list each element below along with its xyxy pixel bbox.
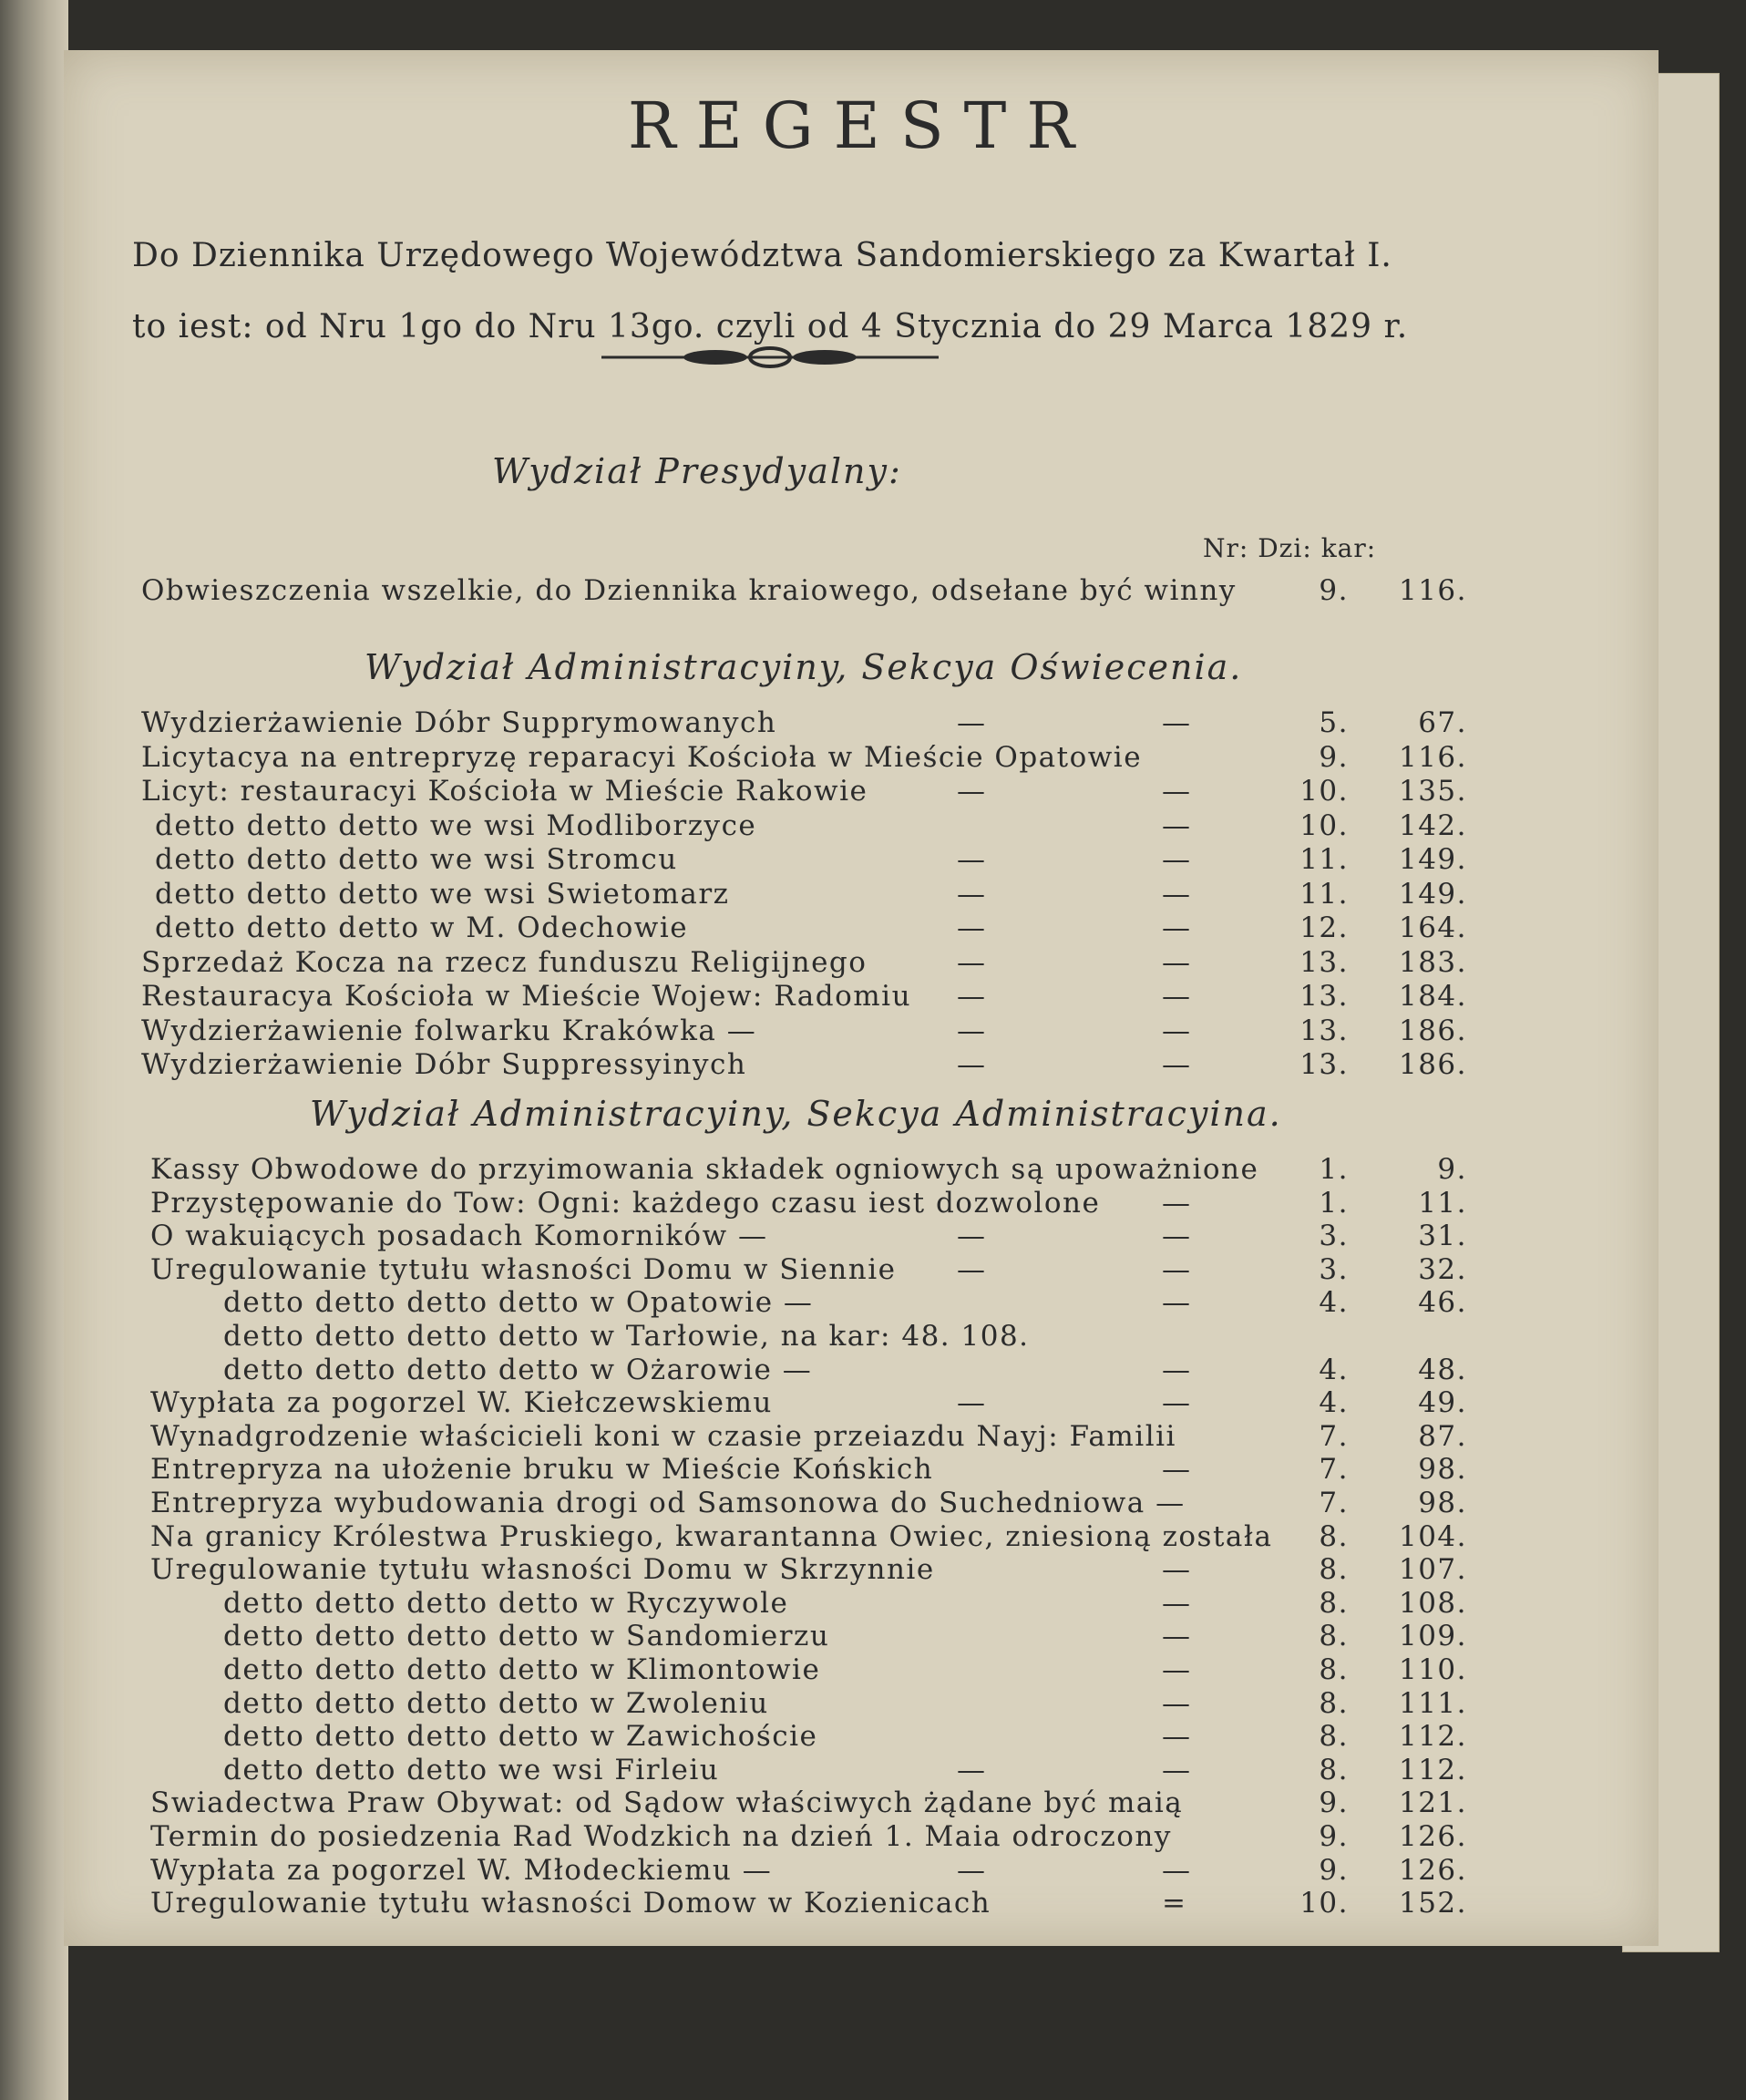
entry-label: Entrepryza wybudowania drogi od Samsonowa do Suchedniowa — — [150, 1487, 1186, 1519]
entry-label: Przystępowanie do Tow: Ogni: każdego czasu iest dozwolone — [150, 1186, 1101, 1220]
register-entry — [64, 911, 1659, 944]
dash-leader: — — [1162, 1048, 1192, 1081]
register-entry — [64, 1048, 1659, 1081]
register-entry — [64, 946, 1659, 979]
entry-page-number: 135. — [1398, 775, 1467, 808]
ornament-divider — [601, 342, 939, 373]
entry-issue-number: 8. — [1319, 1653, 1349, 1686]
entry-page-number: 32. — [1418, 1252, 1467, 1286]
entry-page-number: 111. — [1398, 1686, 1467, 1720]
entry-label: Licytacya na entrepryzę reparacyi Kościoła w Mieście Opatowie — [141, 740, 1143, 774]
entry-issue-number: 7. — [1319, 1487, 1349, 1519]
entry-issue-number: 13. — [1299, 1014, 1349, 1047]
register-entry — [64, 1320, 1659, 1353]
register-entry — [64, 1386, 1659, 1419]
register-entry — [64, 878, 1659, 911]
register-entry — [64, 1187, 1659, 1220]
entry-issue-number: 9. — [1319, 574, 1349, 607]
subtitle-line-2: to iest: od Nru 1go do Nru 13go. czyli od 4 Stycznia do 29 Marca 1829 r. — [132, 308, 1409, 345]
entry-page-number: 126. — [1398, 1820, 1467, 1853]
entry-page-number: 87. — [1418, 1419, 1467, 1453]
entry-label: Kassy Obwodowe do przyimowania składek ogniowych są upoważnione — [150, 1153, 1259, 1186]
book-spine — [0, 0, 68, 2100]
entry-page-number: 31. — [1418, 1220, 1467, 1253]
dash-leader: — — [1162, 1586, 1192, 1620]
dash-leader: — — [1162, 877, 1192, 911]
entry-issue-number: 4. — [1319, 1386, 1349, 1420]
document-page — [64, 50, 1659, 1946]
entry-label: Entrepryza na ułożenie bruku w Mieście Końskich — [150, 1453, 934, 1487]
dash-leader: — — [1162, 1553, 1192, 1587]
register-entry — [64, 1220, 1659, 1252]
dash-leader: — — [1162, 1686, 1192, 1720]
dash-leader: — — [1162, 1453, 1192, 1487]
entry-issue-number: 5. — [1319, 706, 1349, 739]
entry-issue-number: 9. — [1319, 1853, 1349, 1887]
entry-issue-number: 13. — [1299, 1048, 1349, 1081]
section-heading: Wydział Administracyiny, Sekcya Oświecenia. — [365, 647, 1243, 687]
dash-leader: — — [1162, 911, 1192, 944]
entry-issue-number: 8. — [1319, 1620, 1349, 1653]
register-entry — [64, 1687, 1659, 1720]
entry-page-number: 109. — [1398, 1620, 1467, 1653]
dash-leader: — — [1162, 1220, 1192, 1253]
entry-issue-number: 7. — [1319, 1453, 1349, 1487]
dash-leader: — — [1162, 1286, 1192, 1320]
dash-leader: — — [1162, 808, 1192, 842]
register-entry — [64, 1354, 1659, 1386]
entry-label: Wynadgrodzenie właścicieli koni w czasie przeiazdu Nayj: Familii — [150, 1419, 1176, 1453]
entry-label: detto detto detto detto w Klimontowie — [223, 1653, 821, 1686]
entry-label: Obwieszczenia wszelkie, do Dziennika kraiowego, odsełane być winny — [141, 574, 1237, 607]
entry-label: Wypłata za pogorzel W. Kiełczewskiemu — [150, 1386, 773, 1420]
entry-label: detto detto detto we wsi Firleiu — [223, 1753, 720, 1786]
register-entry — [64, 1820, 1659, 1853]
dash-leader: — — [957, 980, 987, 1013]
entry-page-number: 9. — [1437, 1153, 1467, 1186]
entry-label: Termin do posiedzenia Rad Wodzkich na dzień 1. Maia odroczony — [150, 1820, 1172, 1853]
entry-page-number: 98. — [1418, 1453, 1467, 1487]
dash-leader: — — [957, 775, 987, 808]
entry-issue-number: 8. — [1319, 1586, 1349, 1620]
entry-page-number: 46. — [1418, 1286, 1467, 1320]
entry-label: detto detto detto detto w Ryczywole — [223, 1586, 789, 1620]
register-entry — [64, 1887, 1659, 1920]
register-entry — [64, 1487, 1659, 1519]
entry-label: detto detto detto detto w Zawichoście — [223, 1720, 818, 1754]
dash-leader: — — [1162, 1753, 1192, 1786]
dash-leader: — — [957, 1220, 987, 1253]
entry-label: detto detto detto w M. Odechowie — [155, 911, 689, 944]
register-entry — [64, 706, 1659, 739]
column-header: Nr: Dzi: kar: — [1203, 533, 1377, 563]
entry-page-number: 152. — [1398, 1887, 1467, 1920]
entry-issue-number: 8. — [1319, 1753, 1349, 1786]
register-entry — [64, 1014, 1659, 1047]
entry-label: Wydzierżawienie Dóbr Suppressyinych — [141, 1048, 747, 1081]
dash-leader: — — [957, 877, 987, 911]
dash-leader: — — [957, 843, 987, 876]
entry-label: detto detto detto we wsi Swietomarz — [155, 877, 730, 911]
dash-leader: — — [1162, 775, 1192, 808]
entry-page-number: 186. — [1398, 1048, 1467, 1081]
entry-issue-number: 4. — [1319, 1286, 1349, 1320]
entry-page-number: 116. — [1398, 740, 1467, 774]
register-entry — [64, 1253, 1659, 1286]
dash-leader: — — [1162, 1386, 1192, 1420]
register-entry — [64, 1720, 1659, 1753]
entry-page-number: 49. — [1418, 1386, 1467, 1420]
entry-issue-number: 4. — [1319, 1353, 1349, 1386]
entry-issue-number: 10. — [1299, 775, 1349, 808]
document-title: REGESTR — [627, 88, 1095, 163]
register-entry — [64, 1420, 1659, 1453]
entry-label: Uregulowanie tytułu własności Domu w Skrzynnie — [150, 1553, 935, 1587]
entry-label: Wydzierżawienie folwarku Krakówka — — [141, 1014, 757, 1047]
entry-page-number: 112. — [1398, 1720, 1467, 1754]
register-entry — [64, 1587, 1659, 1620]
entry-label: Sprzedaż Kocza na rzecz funduszu Religijnego — [141, 945, 868, 979]
entry-page-number: 183. — [1398, 945, 1467, 979]
dash-leader: — — [957, 945, 987, 979]
entry-page-number: 110. — [1398, 1653, 1467, 1686]
entry-label: Uregulowanie tytułu własności Domu w Siennie — [150, 1252, 897, 1286]
entry-page-number: 67. — [1418, 706, 1467, 739]
dash-leader: — — [957, 1853, 987, 1887]
entry-issue-number: 11. — [1299, 877, 1349, 911]
entry-page-number: 184. — [1398, 980, 1467, 1013]
entry-label: Wypłata za pogorzel W. Młodeckiemu — — [150, 1853, 773, 1887]
dash-leader: — — [1162, 945, 1192, 979]
dash-leader: — — [1162, 1186, 1192, 1220]
dash-leader: — — [1162, 843, 1192, 876]
register-entry — [64, 741, 1659, 774]
dash-leader: — — [1162, 1653, 1192, 1686]
register-entry — [64, 574, 1659, 607]
entry-issue-number: 1. — [1319, 1153, 1349, 1186]
entry-page-number: 104. — [1398, 1519, 1467, 1553]
entry-issue-number: 3. — [1319, 1220, 1349, 1253]
entry-page-number: 116. — [1398, 574, 1467, 607]
entry-label: detto detto detto detto w Sandomierzu — [223, 1620, 830, 1653]
dash-leader: — — [957, 706, 987, 739]
register-entry — [64, 809, 1659, 842]
entry-page-number: 48. — [1418, 1353, 1467, 1386]
entry-label: detto detto detto detto w Tarłowie, na kar: 48. 108. — [223, 1320, 1030, 1353]
entry-issue-number: 8. — [1319, 1686, 1349, 1720]
dash-leader: — — [1162, 1620, 1192, 1653]
dash-leader: — — [957, 1014, 987, 1047]
entry-page-number: 112. — [1398, 1753, 1467, 1786]
register-entry — [64, 1754, 1659, 1786]
entry-page-number: 126. — [1398, 1853, 1467, 1887]
entry-issue-number: 7. — [1319, 1419, 1349, 1453]
register-entry — [64, 775, 1659, 808]
dash-leader: — — [1162, 980, 1192, 1013]
register-entry — [64, 1786, 1659, 1819]
entry-label: detto detto detto detto w Ożarowie — — [223, 1353, 813, 1386]
entry-issue-number: 9. — [1319, 1786, 1349, 1820]
entry-issue-number: 11. — [1299, 843, 1349, 876]
entry-issue-number: 13. — [1299, 945, 1349, 979]
entry-issue-number: 9. — [1319, 740, 1349, 774]
entry-label: Licyt: restauracyi Kościoła w Mieście Rakowie — [141, 775, 868, 808]
register-entry — [64, 843, 1659, 876]
register-entry — [64, 1620, 1659, 1652]
entry-page-number: 107. — [1398, 1553, 1467, 1587]
dash-leader: — — [1162, 706, 1192, 739]
register-entry — [64, 1453, 1659, 1486]
entry-issue-number: 9. — [1319, 1820, 1349, 1853]
register-entry — [64, 1153, 1659, 1186]
entry-page-number: 142. — [1398, 808, 1467, 842]
dash-leader: — — [1162, 1853, 1192, 1887]
entry-issue-number: 8. — [1319, 1553, 1349, 1587]
entry-page-number: 186. — [1398, 1014, 1467, 1047]
entry-label: detto detto detto we wsi Stromcu — [155, 843, 678, 876]
dash-leader: — — [1162, 1014, 1192, 1047]
dash-leader: — — [957, 1252, 987, 1286]
entry-label: Uregulowanie tytułu własności Domow w Kozienicach — [150, 1887, 991, 1920]
section-heading: Wydział Presydyalny: — [492, 451, 902, 491]
entry-page-number: 149. — [1398, 877, 1467, 911]
entry-page-number: 98. — [1418, 1487, 1467, 1519]
entry-issue-number: 13. — [1299, 980, 1349, 1013]
entry-issue-number: 8. — [1319, 1519, 1349, 1553]
entry-page-number: 108. — [1398, 1586, 1467, 1620]
entry-issue-number: 1. — [1319, 1186, 1349, 1220]
entry-label: detto detto detto detto w Opatowie — — [223, 1286, 814, 1320]
dash-leader: — — [957, 911, 987, 944]
entry-page-number: 149. — [1398, 843, 1467, 876]
entry-label: detto detto detto we wsi Modliborzyce — [155, 808, 757, 842]
register-entry — [64, 1653, 1659, 1686]
entry-label: detto detto detto detto w Zwoleniu — [223, 1686, 769, 1720]
register-entry — [64, 1553, 1659, 1586]
entry-issue-number: 10. — [1299, 1887, 1349, 1920]
dash-leader: — — [957, 1753, 987, 1786]
section-heading: Wydział Administracyiny, Sekcya Administracyina. — [310, 1094, 1282, 1134]
entry-label: Wydzierżawienie Dóbr Supprymowanych — [141, 706, 777, 739]
entry-label: O wakuiących posadach Komorników — — [150, 1220, 768, 1253]
dash-leader: — — [1162, 1720, 1192, 1754]
entry-issue-number: 8. — [1319, 1720, 1349, 1754]
entry-issue-number: 3. — [1319, 1252, 1349, 1286]
dash-leader: — — [1162, 1252, 1192, 1286]
dash-leader: — — [957, 1386, 987, 1420]
entry-label: Restauracya Kościoła w Mieście Wojew: Radomiu — [141, 980, 912, 1013]
dash-leader: — — [1162, 1353, 1192, 1386]
entry-issue-number: 10. — [1299, 808, 1349, 842]
register-entry — [64, 1520, 1659, 1553]
entry-label: Na granicy Królestwa Pruskiego, kwarantanna Owiec, zniesioną została — [150, 1519, 1273, 1553]
entry-page-number: 164. — [1398, 911, 1467, 944]
dash-leader: — — [957, 1048, 987, 1081]
entry-page-number: 121. — [1398, 1786, 1467, 1820]
register-entry — [64, 1854, 1659, 1887]
register-entry — [64, 980, 1659, 1013]
subtitle-line-1: Do Dziennika Urzędowego Województwa Sandomierskiego za Kwartał I. — [132, 237, 1392, 274]
register-entry — [64, 1286, 1659, 1319]
dash-leader: = — [1162, 1887, 1187, 1920]
entry-issue-number: 12. — [1299, 911, 1349, 944]
entry-label: Swiadectwa Praw Obywat: od Sądow właściwych żądane być maią — [150, 1786, 1184, 1820]
entry-page-number: 11. — [1418, 1186, 1467, 1220]
